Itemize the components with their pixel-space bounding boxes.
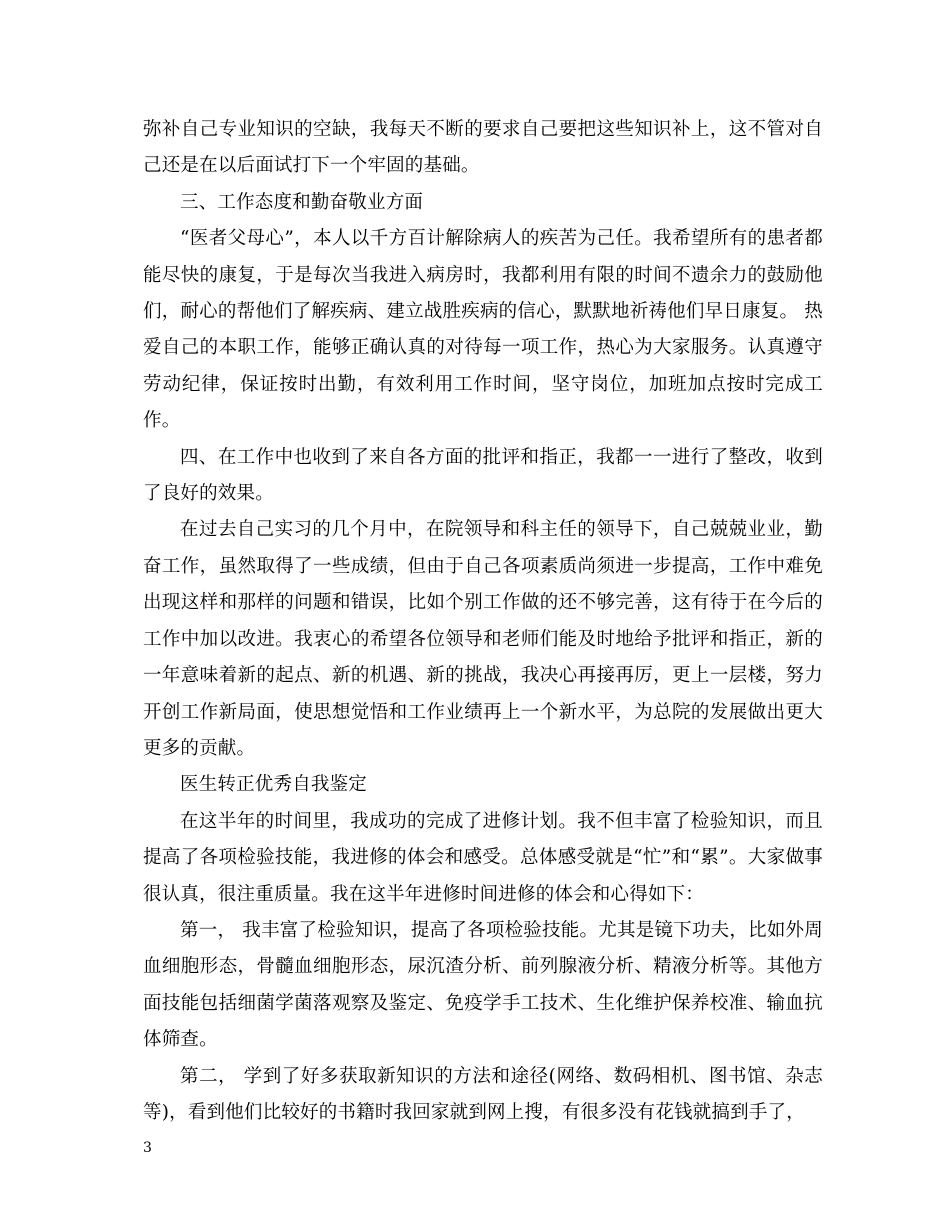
section-heading-criticism: 四、在工作中也收到了来自各方面的批评和指正，我都一一进行了整改，收到了良好的效果。 (143, 446, 823, 505)
paragraph-half-year-study: 在这半年的时间里，我成功的完成了进修计划。我不但丰富了检验知识，而且提高了各项检验技能，我进修的体会和感受。总体感受就是“忙”和“累”。大家做事很认真，很注重质量。我在这半年进修时间进修的体会和心得如下： (143, 810, 823, 905)
section-heading-work-attitude: 三、工作态度和勤奋敬业方面 (180, 191, 424, 213)
paragraph-knowledge-gap: 弥补自己专业知识的空缺，我每天不断的要求自己要把这些知识补上，这不管对自己还是在以后面试打下一个牢固的基础。 (143, 119, 823, 177)
section-title-self-evaluation: 医生转正优秀自我鉴定 (180, 774, 368, 796)
page-number: 3 (143, 1140, 152, 1156)
paragraph-first-point: 第一， 我丰富了检验知识，提高了各项检验技能。尤其是镜下功夫，比如外周血细胞形态，骨髓血细胞形态，尿沉渣分析、前列腺液分析、精液分析等。其他方面技能包括细菌学菌落观察及鉴定、免疫学手工技术、生化维护保养校准、输血抗体筛查。 (143, 919, 823, 1051)
document-body (143, 112, 823, 1131)
paragraph-second-point: 第二， 学到了好多获取新知识的方法和途径(网络、数码相机、图书馆、杂志等)，看到他们比较好的书籍时我回家就到网上搜，有很多没有花钱就搞到手了， (143, 1065, 823, 1123)
paragraph-internship-summary: 在过去自己实习的几个月中，在院领导和科主任的领导下，自己兢兢业业，勤奋工作，虽然取得了一些成绩，但由于自己各项素质尚须进一步提高，工作中难免出现这样和那样的问题和错误，比如个别工作做的还不够完善，这有待于在今后的工作中加以改进。我衷心的希望各位领导和老师们能及时地给予批评和指正，新的一年意味着新的起点、新的机遇、新的挑战，我决心再接再厉，更上一层楼，努力开创工作新局面，使思想觉悟和工作业绩再上一个新水平，为总院的发展做出更大更多的贡献。 (143, 519, 823, 759)
paragraph-doctor-duty: “医者父母心”，本人以千方百计解除病人的疾苦为己任。我希望所有的患者都能尽快的康复，于是每次当我进入病房时，我都利用有限的时间不遗余力的鼓励他们，耐心的帮他们了解疾病、建立战胜疾病的信心，默默地祈祷他们早日康复。 热爱自己的本职工作，能够正确认真的对待每一项工作，热心为大家服务。认真遵守劳动纪律，保证按时出勤，有效利用工作时间，坚守岗位，加班加点按时完成工作。 (143, 228, 823, 432)
